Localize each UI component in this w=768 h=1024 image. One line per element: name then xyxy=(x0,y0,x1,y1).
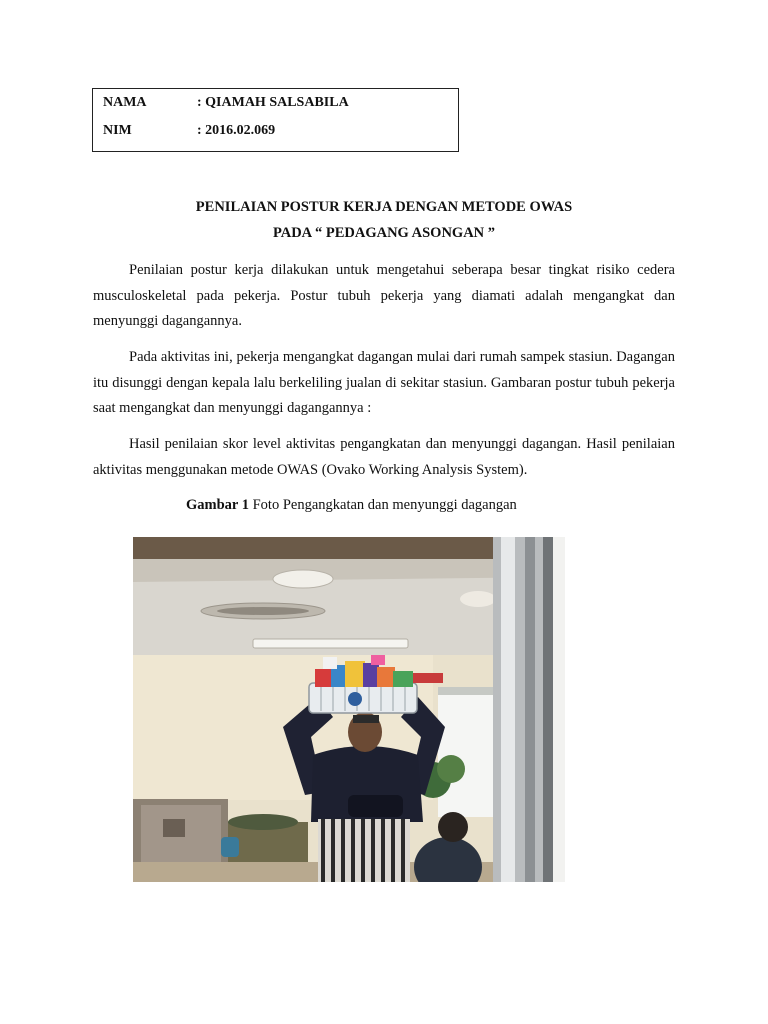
document-title-line-2: PADA “ PEDAGANG ASONGAN ” xyxy=(272,225,496,241)
nim-label: NIM xyxy=(103,123,132,138)
nim-value: : 2016.02.069 xyxy=(197,123,276,138)
paragraph-3: Hasil penilaian skor level aktivitas pengangkatan dan menyunggi dagangan. Hasil penilaian aktivitas menggunakan metode OWAS (Ovako Working Analysis System). xyxy=(93,436,675,478)
identity-box xyxy=(92,88,459,152)
fluorescent-light xyxy=(253,639,408,648)
ceiling-lamp xyxy=(273,570,333,588)
figure-photo xyxy=(133,537,565,882)
nama-value: : QIAMAH SALSABILA xyxy=(197,95,349,110)
paragraph-1: Penilaian postur kerja dilakukan untuk mengetahui seberapa besar tingkat risiko cedera musculoskeletal pada pekerja. Postur tubuh pekerja yang diamati adalah mengangkat dan menyunggi dagangannya. xyxy=(93,262,675,329)
photo-illustration xyxy=(133,537,565,882)
figure-caption xyxy=(186,497,517,514)
figure-caption-text: Foto Pengangkatan dan menyunggi dagangan xyxy=(248,497,517,513)
document-title-line-1: PENILAIAN POSTUR KERJA DENGAN METODE OWAS xyxy=(195,199,573,215)
metal-pillar xyxy=(493,537,553,882)
figure-caption-label: Gambar 1 xyxy=(186,497,249,513)
paragraph-2: Pada aktivitas ini, pekerja mengangkat dagangan mulai dari rumah sampek stasiun. Dagangan itu disunggi dengan kepala lalu berkeliling jualan di sekitar stasiun. Gambaran postur tubuh pekerja saat mengangkat dan menyunggi dagangannya : xyxy=(93,349,675,416)
nama-label: NAMA xyxy=(103,95,147,110)
